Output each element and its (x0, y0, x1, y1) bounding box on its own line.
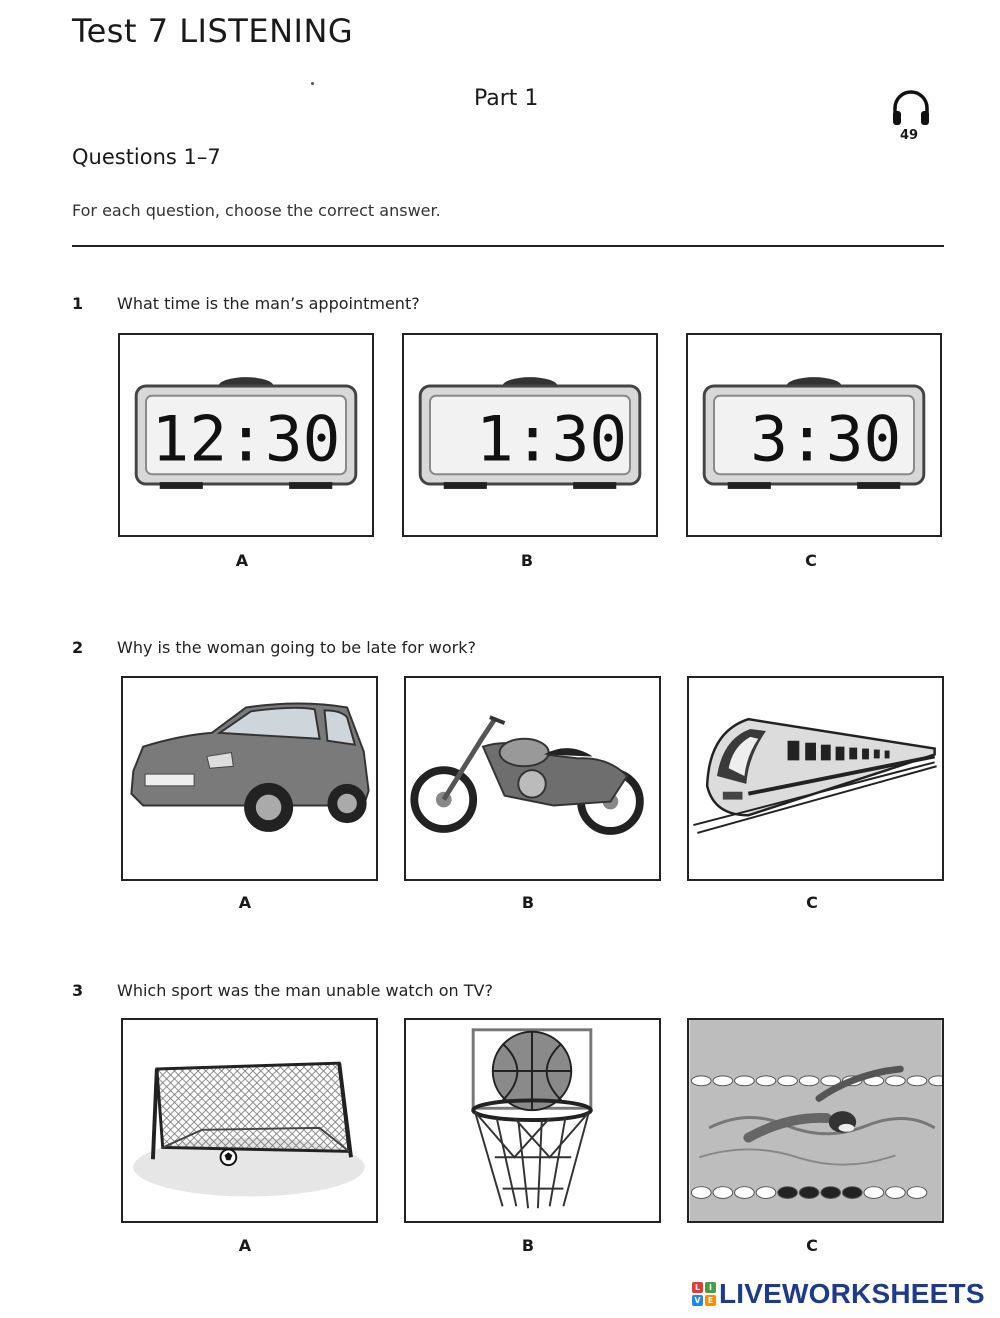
option-letter: B (521, 893, 535, 912)
option-letter: C (806, 893, 818, 912)
option-image-alarm-clock[interactable] (118, 333, 374, 537)
liveworksheets-logo-icon (692, 1282, 716, 1306)
question-number: 3 (72, 981, 84, 1000)
alarm-clock-illustration (688, 335, 940, 535)
alarm-clock-illustration (120, 335, 372, 535)
option-image-train[interactable] (687, 676, 944, 881)
basketball-hoop-illustration (406, 1020, 659, 1221)
clock-digits: 1:30 (476, 402, 628, 476)
option-image-football-goal[interactable] (121, 1018, 378, 1223)
option-image-alarm-clock[interactable] (402, 333, 658, 537)
clock-digits: 12:30 (151, 402, 341, 476)
option-letter: A (238, 893, 252, 912)
logo-mark-letter: V (692, 1295, 703, 1306)
liveworksheets-logo[interactable] (692, 1278, 985, 1310)
page-title: Test 7 LISTENING (72, 12, 354, 50)
instruction-text: For each question, choose the correct answer. (72, 201, 441, 220)
football-goal-illustration (123, 1020, 376, 1221)
option-image-swimmer[interactable] (687, 1018, 944, 1223)
option-image-car[interactable] (121, 676, 378, 881)
motorbike-illustration (406, 678, 659, 879)
divider (72, 245, 944, 247)
logo-mark-letter: E (705, 1295, 716, 1306)
questions-range-heading: Questions 1–7 (72, 145, 221, 169)
option-image-basketball-hoop[interactable] (404, 1018, 661, 1223)
option-letter: B (521, 1236, 535, 1255)
stray-dot (311, 82, 314, 85)
part-heading: Part 1 (474, 86, 539, 111)
option-letter: A (238, 1236, 252, 1255)
alarm-clock-illustration (404, 335, 656, 535)
question-text: What time is the man’s appointment? (117, 294, 420, 313)
option-image-motorbike[interactable] (404, 676, 661, 881)
question-text: Which sport was the man unable watch on TV? (117, 981, 493, 1000)
logo-mark-letter: L (692, 1282, 703, 1293)
option-image-alarm-clock[interactable] (686, 333, 942, 537)
track-number: 49 (900, 128, 919, 143)
option-letter: C (806, 1236, 818, 1255)
option-letter: A (235, 551, 249, 570)
logo-mark-letter: I (705, 1282, 716, 1293)
swimmer-illustration (689, 1020, 942, 1221)
question-number: 1 (72, 294, 84, 313)
question-text: Why is the woman going to be late for work? (117, 638, 476, 657)
car-illustration (123, 678, 376, 879)
option-letter: B (520, 551, 534, 570)
option-letter: C (805, 551, 817, 570)
train-illustration (689, 678, 942, 879)
question-number: 2 (72, 638, 84, 657)
logo-text: LIVEWORKSHEETS (719, 1278, 985, 1309)
clock-digits: 3:30 (750, 402, 902, 476)
